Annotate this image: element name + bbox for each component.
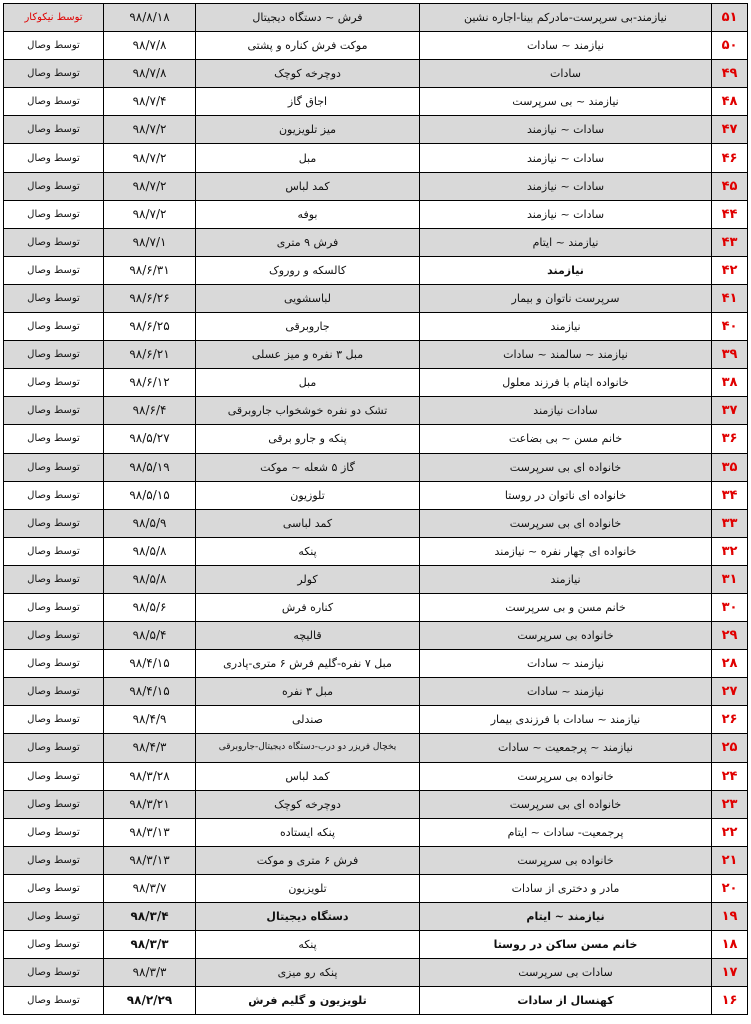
donor-cell: توسط وصال xyxy=(4,903,104,931)
item-cell: کولر xyxy=(196,565,420,593)
donor-cell: توسط وصال xyxy=(4,172,104,200)
donor-cell: توسط وصال xyxy=(4,622,104,650)
recipient-cell: سادات ~ نیازمند xyxy=(420,200,712,228)
item-cell: دوچرخه کوچک xyxy=(196,790,420,818)
table-row xyxy=(4,874,748,902)
table-row xyxy=(4,593,748,621)
recipient-cell: نیازمند ~ سالمند ~ سادات xyxy=(420,341,712,369)
recipient-cell: نیازمند xyxy=(420,313,712,341)
table-row xyxy=(4,734,748,762)
table-row xyxy=(4,790,748,818)
date-cell: ۹۸/۵/۱۹ xyxy=(104,453,196,481)
date-cell: ۹۸/۳/۱۳ xyxy=(104,818,196,846)
row-number: ۱۷ xyxy=(712,959,748,987)
recipient-cell: خانواده بی سرپرست xyxy=(420,846,712,874)
donations-table xyxy=(3,3,748,1015)
date-cell: ۹۸/۸/۱۸ xyxy=(104,4,196,32)
item-cell: پنکه رو میزی xyxy=(196,959,420,987)
table-row xyxy=(4,116,748,144)
recipient-cell: نیازمند ~ سادات با فرزندی بیمار xyxy=(420,706,712,734)
donor-cell: توسط وصال xyxy=(4,706,104,734)
table-row xyxy=(4,60,748,88)
recipient-cell: نیازمند ~ ایتام xyxy=(420,903,712,931)
recipient-cell: نیازمند xyxy=(420,565,712,593)
date-cell: ۹۸/۳/۳ xyxy=(104,959,196,987)
row-number: ۱۹ xyxy=(712,903,748,931)
date-cell: ۹۸/۶/۱۲ xyxy=(104,369,196,397)
table-row xyxy=(4,959,748,987)
donor-cell: توسط وصال xyxy=(4,116,104,144)
item-cell: دوچرخه کوچک xyxy=(196,60,420,88)
donor-cell: توسط وصال xyxy=(4,481,104,509)
row-number: ۳۶ xyxy=(712,425,748,453)
recipient-cell: سادات ~ نیازمند xyxy=(420,172,712,200)
recipient-cell: خانواده ای بی سرپرست xyxy=(420,453,712,481)
date-cell: ۹۸/۴/۹ xyxy=(104,706,196,734)
recipient-cell: نیازمند ~ سادات xyxy=(420,650,712,678)
recipient-cell: نیازمند xyxy=(420,256,712,284)
item-cell: کالسکه و روروک xyxy=(196,256,420,284)
item-cell: موکت فرش کناره و پشتی xyxy=(196,32,420,60)
row-number: ۴۸ xyxy=(712,88,748,116)
table-row xyxy=(4,762,748,790)
table-row xyxy=(4,144,748,172)
item-cell: مبل ۳ نفره و میز عسلی xyxy=(196,341,420,369)
item-cell: تلوزیون xyxy=(196,481,420,509)
donor-cell: توسط نیکوکار xyxy=(4,4,104,32)
date-cell: ۹۸/۷/۸ xyxy=(104,32,196,60)
row-number: ۴۶ xyxy=(712,144,748,172)
row-number: ۳۸ xyxy=(712,369,748,397)
date-cell: ۹۸/۳/۲۱ xyxy=(104,790,196,818)
date-cell: ۹۸/۶/۳۱ xyxy=(104,256,196,284)
recipient-cell: نیازمند ~ پرجمعیت ~ سادات xyxy=(420,734,712,762)
recipient-cell: خانواده ای ناتوان در روستا xyxy=(420,481,712,509)
recipient-cell: سادات ~ نیازمند xyxy=(420,116,712,144)
date-cell: ۹۸/۴/۱۵ xyxy=(104,678,196,706)
table-row xyxy=(4,622,748,650)
item-cell: فرش ~ دستگاه دیجیتال xyxy=(196,4,420,32)
date-cell: ۹۸/۷/۲ xyxy=(104,172,196,200)
recipient-cell: سادات ~ نیازمند xyxy=(420,144,712,172)
donor-cell: توسط وصال xyxy=(4,846,104,874)
item-cell: میز تلویزیون xyxy=(196,116,420,144)
recipient-cell: نیازمند-بی سرپرست-مادرکم بینا-اجاره نشین xyxy=(420,4,712,32)
recipient-cell: خانواده بی سرپرست xyxy=(420,762,712,790)
recipient-cell: پرجمعیت- سادات ~ ایتام xyxy=(420,818,712,846)
item-cell: تلویزیون و گلیم فرش xyxy=(196,987,420,1015)
recipient-cell: خانم مسن ساکن در روستا xyxy=(420,931,712,959)
date-cell: ۹۸/۴/۳ xyxy=(104,734,196,762)
donor-cell: توسط وصال xyxy=(4,313,104,341)
date-cell: ۹۸/۳/۲۸ xyxy=(104,762,196,790)
table-row xyxy=(4,818,748,846)
recipient-cell: سرپرست ناتوان و بیمار xyxy=(420,284,712,312)
table-row xyxy=(4,931,748,959)
donor-cell: توسط وصال xyxy=(4,425,104,453)
date-cell: ۹۸/۳/۷ xyxy=(104,874,196,902)
donor-cell: توسط وصال xyxy=(4,200,104,228)
row-number: ۳۵ xyxy=(712,453,748,481)
row-number: ۳۲ xyxy=(712,537,748,565)
recipient-cell: سادات نیازمند xyxy=(420,397,712,425)
item-cell: بوفه xyxy=(196,200,420,228)
donor-cell: توسط وصال xyxy=(4,228,104,256)
donor-cell: توسط وصال xyxy=(4,341,104,369)
date-cell: ۹۸/۷/۲ xyxy=(104,144,196,172)
item-cell: گاز ۵ شعله ~ موکت xyxy=(196,453,420,481)
row-number: ۲۴ xyxy=(712,762,748,790)
recipient-cell: سادات xyxy=(420,60,712,88)
row-number: ۲۰ xyxy=(712,874,748,902)
row-number: ۴۵ xyxy=(712,172,748,200)
table-row xyxy=(4,369,748,397)
row-number: ۲۳ xyxy=(712,790,748,818)
date-cell: ۹۸/۵/۱۵ xyxy=(104,481,196,509)
row-number: ۴۴ xyxy=(712,200,748,228)
item-cell: مبل ۳ نفره xyxy=(196,678,420,706)
date-cell: ۹۸/۶/۴ xyxy=(104,397,196,425)
table-row xyxy=(4,228,748,256)
donor-cell: توسط وصال xyxy=(4,818,104,846)
recipient-cell: خانواده ای چهار نفره ~ نیازمند xyxy=(420,537,712,565)
table-row xyxy=(4,32,748,60)
item-cell: مبل xyxy=(196,369,420,397)
recipient-cell: خانم مسن ~ بی بضاعت xyxy=(420,425,712,453)
donor-cell: توسط وصال xyxy=(4,284,104,312)
item-cell: مبل xyxy=(196,144,420,172)
recipient-cell: خانواده ای بی سرپرست xyxy=(420,790,712,818)
donor-cell: توسط وصال xyxy=(4,593,104,621)
table-row xyxy=(4,903,748,931)
date-cell: ۹۸/۵/۸ xyxy=(104,537,196,565)
date-cell: ۹۸/۷/۸ xyxy=(104,60,196,88)
date-cell: ۹۸/۵/۴ xyxy=(104,622,196,650)
table-row xyxy=(4,846,748,874)
table-row xyxy=(4,453,748,481)
item-cell: کناره فرش xyxy=(196,593,420,621)
item-cell: یخچال فریزر دو درب-دستگاه دیجیتال-جاروبرقی xyxy=(196,734,420,762)
table-row xyxy=(4,200,748,228)
item-cell: پنکه xyxy=(196,931,420,959)
row-number: ۴۲ xyxy=(712,256,748,284)
recipient-cell: خانواده بی سرپرست xyxy=(420,622,712,650)
table-row xyxy=(4,397,748,425)
donor-cell: توسط وصال xyxy=(4,397,104,425)
recipient-cell: مادر و دختری از سادات xyxy=(420,874,712,902)
row-number: ۲۹ xyxy=(712,622,748,650)
item-cell: دستگاه دیجیتال xyxy=(196,903,420,931)
donor-cell: توسط وصال xyxy=(4,369,104,397)
date-cell: ۹۸/۷/۴ xyxy=(104,88,196,116)
donor-cell: توسط وصال xyxy=(4,987,104,1015)
table-row xyxy=(4,678,748,706)
donations-table-body xyxy=(4,4,748,1015)
item-cell: کمد لباس xyxy=(196,172,420,200)
row-number: ۵۰ xyxy=(712,32,748,60)
table-row xyxy=(4,481,748,509)
row-number: ۳۹ xyxy=(712,341,748,369)
donor-cell: توسط وصال xyxy=(4,790,104,818)
item-cell: جاروبرقی xyxy=(196,313,420,341)
table-row xyxy=(4,4,748,32)
date-cell: ۹۸/۲/۲۹ xyxy=(104,987,196,1015)
item-cell: کمد لباس xyxy=(196,762,420,790)
item-cell: قالیچه xyxy=(196,622,420,650)
row-number: ۴۱ xyxy=(712,284,748,312)
date-cell: ۹۸/۶/۲۱ xyxy=(104,341,196,369)
date-cell: ۹۸/۷/۲ xyxy=(104,200,196,228)
item-cell: اجاق گاز xyxy=(196,88,420,116)
row-number: ۲۷ xyxy=(712,678,748,706)
table-row xyxy=(4,565,748,593)
date-cell: ۹۸/۳/۱۳ xyxy=(104,846,196,874)
table-row xyxy=(4,509,748,537)
recipient-cell: نیازمند ~ سادات xyxy=(420,678,712,706)
item-cell: پنکه ایستاده xyxy=(196,818,420,846)
row-number: ۳۷ xyxy=(712,397,748,425)
table-row xyxy=(4,987,748,1015)
item-cell: پنکه xyxy=(196,537,420,565)
table-row xyxy=(4,284,748,312)
table-row xyxy=(4,425,748,453)
date-cell: ۹۸/۵/۲۷ xyxy=(104,425,196,453)
table-row xyxy=(4,706,748,734)
date-cell: ۹۸/۴/۱۵ xyxy=(104,650,196,678)
row-number: ۴۰ xyxy=(712,313,748,341)
donor-cell: توسط وصال xyxy=(4,565,104,593)
recipient-cell: سادات بی سرپرست xyxy=(420,959,712,987)
table-row xyxy=(4,341,748,369)
table-row xyxy=(4,650,748,678)
item-cell: صندلی xyxy=(196,706,420,734)
date-cell: ۹۸/۵/۶ xyxy=(104,593,196,621)
row-number: ۳۰ xyxy=(712,593,748,621)
donor-cell: توسط وصال xyxy=(4,762,104,790)
donor-cell: توسط وصال xyxy=(4,453,104,481)
table-row xyxy=(4,172,748,200)
row-number: ۲۱ xyxy=(712,846,748,874)
row-number: ۴۷ xyxy=(712,116,748,144)
date-cell: ۹۸/۳/۳ xyxy=(104,931,196,959)
row-number: ۳۱ xyxy=(712,565,748,593)
donor-cell: توسط وصال xyxy=(4,144,104,172)
donor-cell: توسط وصال xyxy=(4,734,104,762)
table-row xyxy=(4,88,748,116)
donor-cell: توسط وصال xyxy=(4,874,104,902)
date-cell: ۹۸/۵/۹ xyxy=(104,509,196,537)
item-cell: کمد لباسی xyxy=(196,509,420,537)
recipient-cell: نیازمند ~ سادات xyxy=(420,32,712,60)
item-cell: مبل ۷ نفره-گلیم فرش ۶ متری-پادری xyxy=(196,650,420,678)
recipient-cell: نیازمند ~ ایتام xyxy=(420,228,712,256)
donor-cell: توسط وصال xyxy=(4,537,104,565)
donor-cell: توسط وصال xyxy=(4,256,104,284)
donor-cell: توسط وصال xyxy=(4,959,104,987)
recipient-cell: نیازمند ~ بی سرپرست xyxy=(420,88,712,116)
donor-cell: توسط وصال xyxy=(4,88,104,116)
date-cell: ۹۸/۷/۱ xyxy=(104,228,196,256)
row-number: ۴۹ xyxy=(712,60,748,88)
row-number: ۵۱ xyxy=(712,4,748,32)
donor-cell: توسط وصال xyxy=(4,678,104,706)
table-row xyxy=(4,537,748,565)
item-cell: لباسشویی xyxy=(196,284,420,312)
row-number: ۳۳ xyxy=(712,509,748,537)
recipient-cell: کهنسال از سادات xyxy=(420,987,712,1015)
row-number: ۳۴ xyxy=(712,481,748,509)
donor-cell: توسط وصال xyxy=(4,509,104,537)
row-number: ۲۶ xyxy=(712,706,748,734)
item-cell: تشک دو نفره خوشخواب جاروبرقی xyxy=(196,397,420,425)
donor-cell: توسط وصال xyxy=(4,60,104,88)
date-cell: ۹۸/۳/۴ xyxy=(104,903,196,931)
row-number: ۲۸ xyxy=(712,650,748,678)
row-number: ۴۳ xyxy=(712,228,748,256)
item-cell: تلویزیون xyxy=(196,874,420,902)
item-cell: فرش ۹ متری xyxy=(196,228,420,256)
recipient-cell: خانم مسن و بی سرپرست xyxy=(420,593,712,621)
date-cell: ۹۸/۶/۲۶ xyxy=(104,284,196,312)
item-cell: پنکه و جارو برقی xyxy=(196,425,420,453)
table-row xyxy=(4,256,748,284)
donor-cell: توسط وصال xyxy=(4,32,104,60)
donor-cell: توسط وصال xyxy=(4,650,104,678)
date-cell: ۹۸/۵/۸ xyxy=(104,565,196,593)
donor-cell: توسط وصال xyxy=(4,931,104,959)
recipient-cell: خانواده ایتام با فرزند معلول xyxy=(420,369,712,397)
row-number: ۲۵ xyxy=(712,734,748,762)
date-cell: ۹۸/۷/۲ xyxy=(104,116,196,144)
date-cell: ۹۸/۶/۲۵ xyxy=(104,313,196,341)
table-row xyxy=(4,313,748,341)
row-number: ۱۶ xyxy=(712,987,748,1015)
row-number: ۲۲ xyxy=(712,818,748,846)
item-cell: فرش ۶ متری و موکت xyxy=(196,846,420,874)
row-number: ۱۸ xyxy=(712,931,748,959)
recipient-cell: خانواده ای بی سرپرست xyxy=(420,509,712,537)
